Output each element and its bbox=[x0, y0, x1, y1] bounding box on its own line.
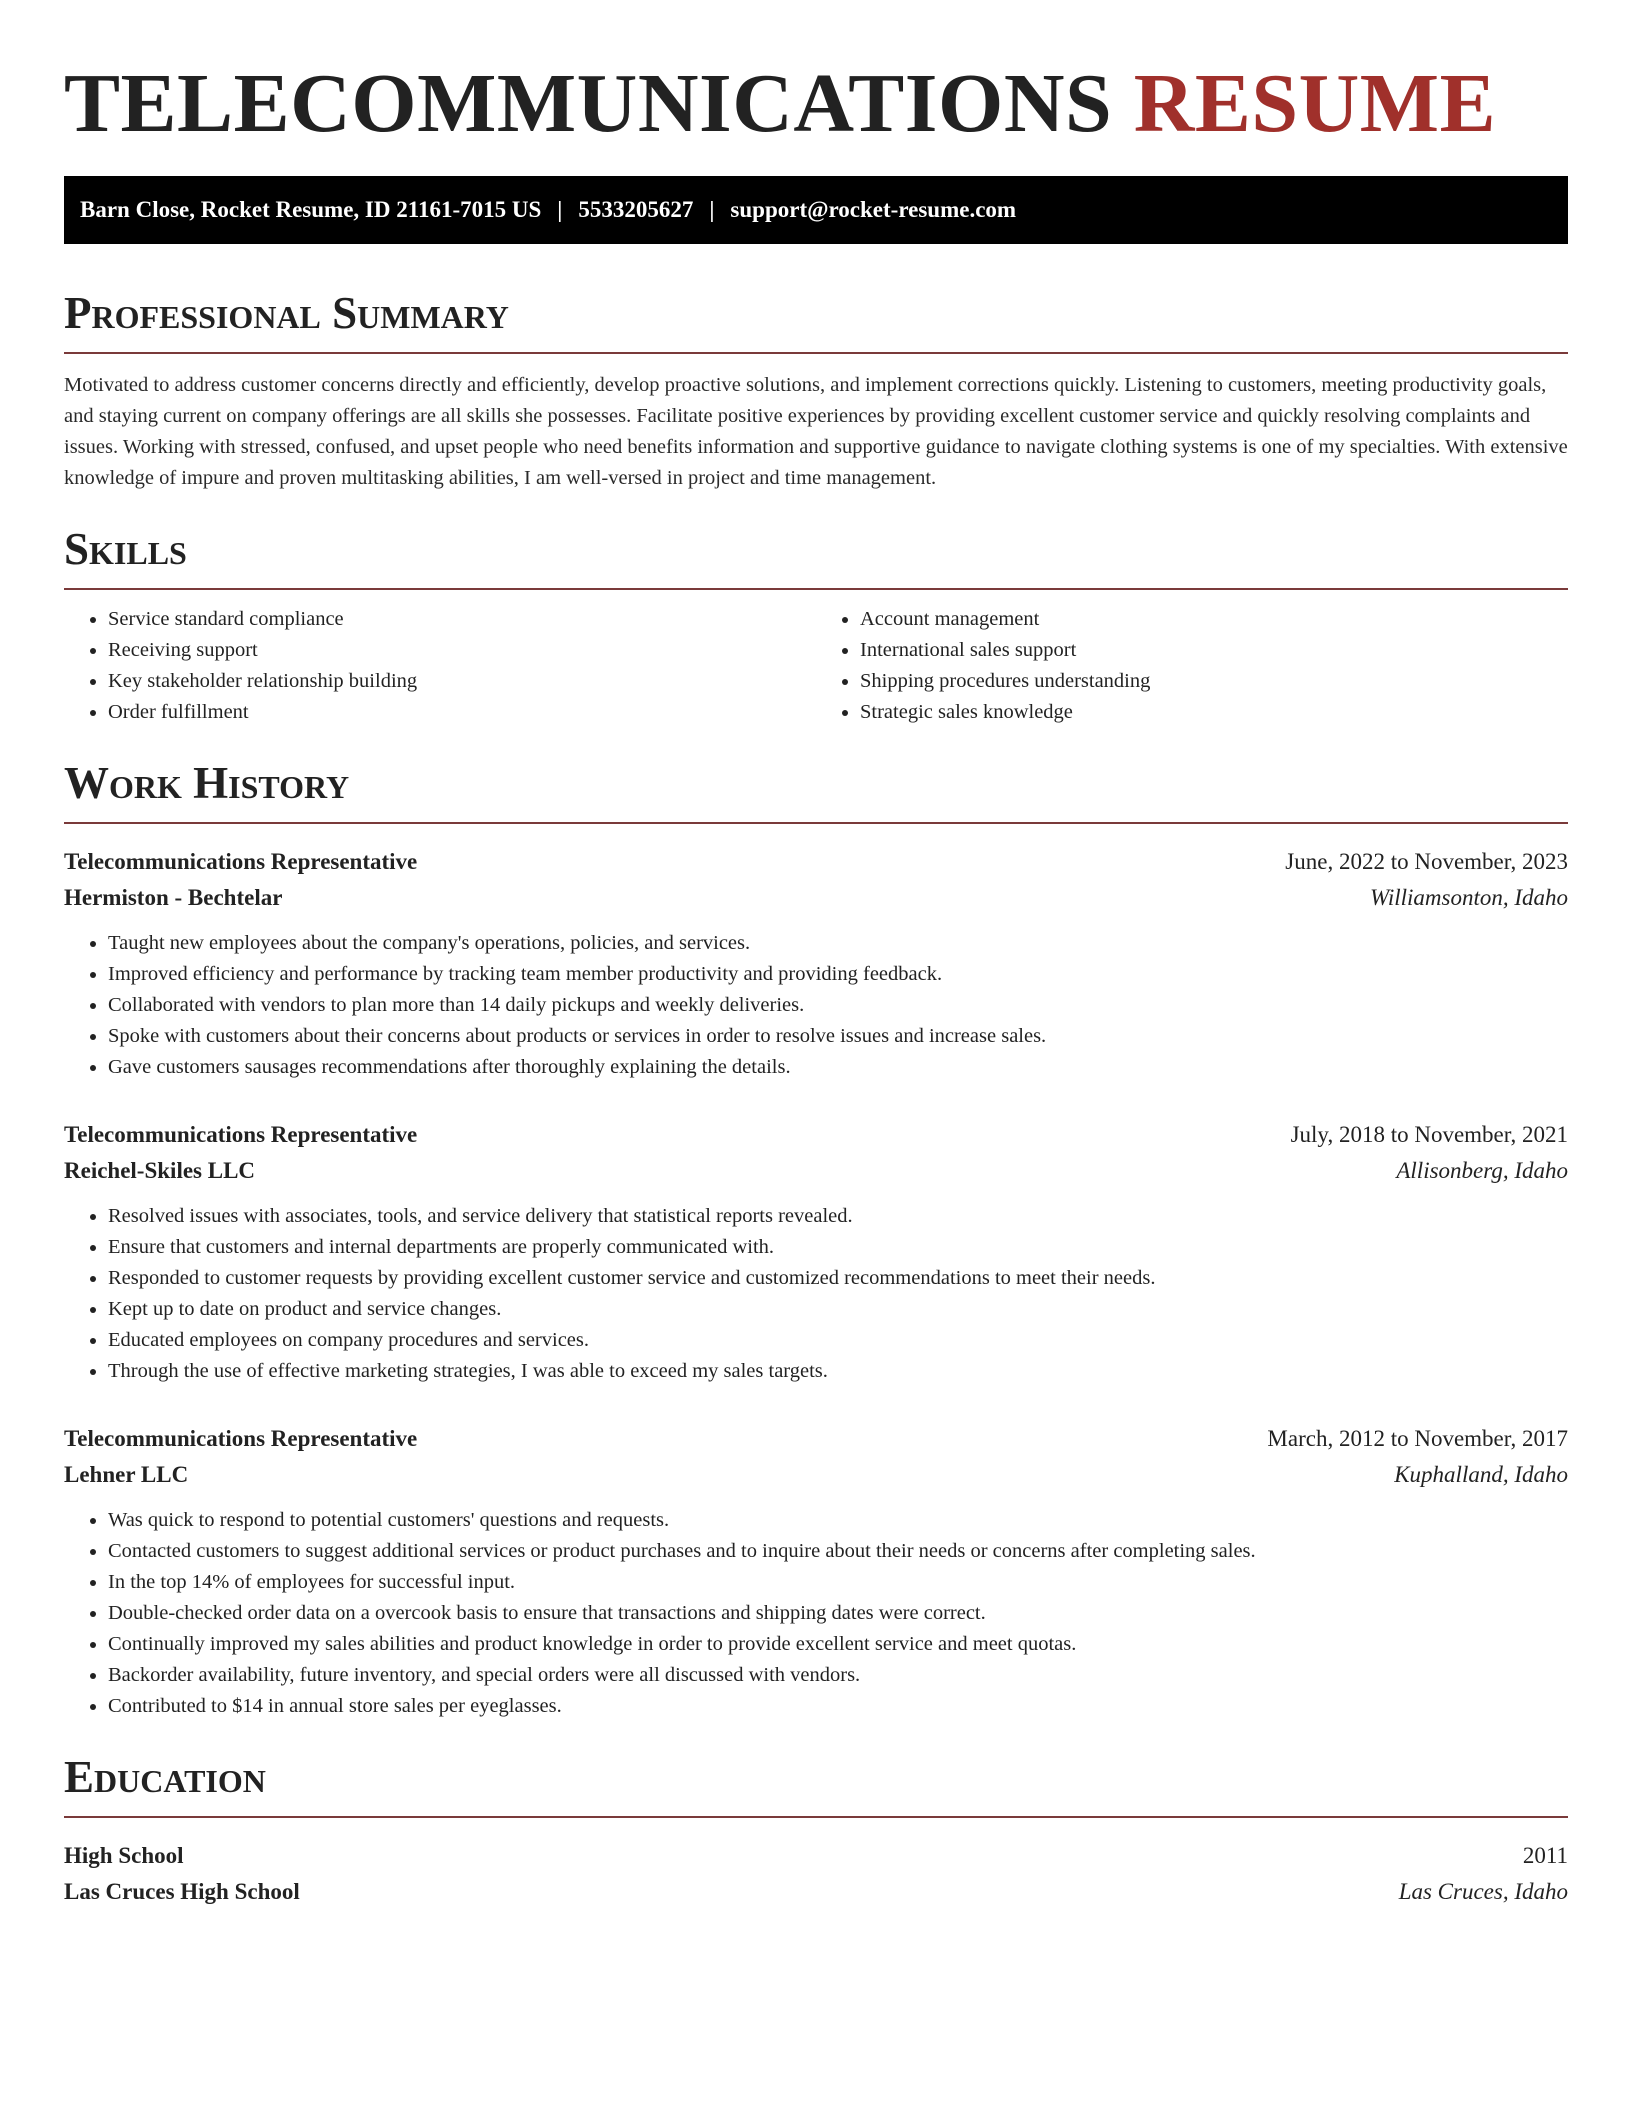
job-bullet: • Was quick to respond to potential customers' questions and requests. bbox=[108, 1505, 1568, 1536]
job-employer: Lehner LLC bbox=[64, 1462, 189, 1487]
contact-address: Barn Close, Rocket Resume, ID 21161-7015 US bbox=[80, 197, 542, 222]
work-history-heading: Work History bbox=[64, 758, 1568, 824]
education-location: Las Cruces, Idaho bbox=[1398, 1879, 1568, 1904]
job-bullet: • Educated employees on company procedures and services. bbox=[108, 1325, 1568, 1356]
title-accent: RESUME bbox=[1133, 57, 1497, 150]
summary-heading: Professional Summary bbox=[64, 288, 1568, 354]
contact-separator: | bbox=[557, 197, 563, 222]
job-title: Telecommunications Representative bbox=[64, 849, 418, 874]
education-school: Las Cruces High School bbox=[64, 1879, 300, 1904]
education-entry bbox=[64, 1838, 1568, 1910]
skill-item: • Service standard compliance bbox=[108, 604, 816, 635]
job-entry bbox=[64, 1117, 1568, 1387]
skill-item: • Key stakeholder relationship building bbox=[108, 666, 816, 697]
job-entry bbox=[64, 844, 1568, 1083]
job-bullet: • Gave customers sausages recommendations after thoroughly explaining the details. bbox=[108, 1052, 1568, 1083]
job-bullet: • Contributed to $14 in annual store sales per eyeglasses. bbox=[108, 1691, 1568, 1722]
job-bullet: • Ensure that customers and internal departments are properly communicated with. bbox=[108, 1232, 1568, 1263]
skill-item: • International sales support bbox=[860, 635, 1568, 666]
job-bullet: • Collaborated with vendors to plan more than 14 daily pickups and weekly deliveries. bbox=[108, 990, 1568, 1021]
job-bullets bbox=[64, 928, 1568, 1083]
job-bullet: • Kept up to date on product and service changes. bbox=[108, 1294, 1568, 1325]
job-employer: Reichel-Skiles LLC bbox=[64, 1158, 256, 1183]
job-bullet: • Contacted customers to suggest additional services or product purchases and to inquire about their needs or concerns after completing sales. bbox=[108, 1536, 1568, 1567]
education-degree: High School bbox=[64, 1843, 184, 1868]
job-bullet: • Taught new employees about the company's operations, policies, and services. bbox=[108, 928, 1568, 959]
skills-column-right bbox=[816, 604, 1568, 728]
skills-section bbox=[64, 524, 1568, 728]
job-bullet: • Backorder availability, future inventory, and special orders were all discussed with vendors. bbox=[108, 1660, 1568, 1691]
education-heading: Education bbox=[64, 1752, 1568, 1818]
job-location: Williamsonton, Idaho bbox=[1369, 885, 1568, 910]
job-dates: July, 2018 to November, 2021 bbox=[1290, 1122, 1568, 1147]
job-bullet: • Spoke with customers about their concerns about products or services in order to resolve issues and increase sales. bbox=[108, 1021, 1568, 1052]
skill-item: • Strategic sales knowledge bbox=[860, 697, 1568, 728]
title-main: TELECOMMUNICATIONS bbox=[64, 57, 1113, 150]
contact-bar bbox=[64, 176, 1568, 244]
summary-section bbox=[64, 288, 1568, 494]
skills-column-left bbox=[64, 604, 816, 728]
skills-list bbox=[64, 604, 1568, 728]
job-employer: Hermiston - Bechtelar bbox=[64, 885, 283, 910]
job-bullet: • Improved efficiency and performance by tracking team member productivity and providing feedback. bbox=[108, 959, 1568, 990]
skill-item: • Shipping procedures understanding bbox=[860, 666, 1568, 697]
summary-text: Motivated to address customer concerns directly and efficiently, develop proactive solutions, and implement corrections quickly. Listening to customers, meeting productivity goals, and staying current on company offerings are all skills she possesses. Facilitate positive experiences by providing excellent customer service and quickly resolving complaints and issues. Working with stressed, confused, and upset people who need benefits information and supportive guidance to navigate clothing systems is one of my specialties. With extensive knowledge of impure and proven multitasking abilities, I am well-versed in project and time management. bbox=[64, 374, 1568, 489]
education-year: 2011 bbox=[1522, 1843, 1568, 1868]
job-bullets bbox=[64, 1505, 1568, 1722]
job-bullet: • In the top 14% of employees for successful input. bbox=[108, 1567, 1568, 1598]
work-history-section bbox=[64, 758, 1568, 1722]
job-title: Telecommunications Representative bbox=[64, 1122, 418, 1147]
contact-separator: | bbox=[709, 197, 715, 222]
job-location: Kuphalland, Idaho bbox=[1394, 1462, 1568, 1487]
skill-item: • Account management bbox=[860, 604, 1568, 635]
job-dates: June, 2022 to November, 2023 bbox=[1285, 849, 1568, 874]
contact-email: support@rocket-resume.com bbox=[730, 197, 1017, 222]
job-entry bbox=[64, 1421, 1568, 1722]
job-bullet: • Responded to customer requests by providing excellent customer service and customized recommendations to meet their needs. bbox=[108, 1263, 1568, 1294]
job-title: Telecommunications Representative bbox=[64, 1426, 418, 1451]
education-section bbox=[64, 1752, 1568, 1910]
job-bullet: • Double-checked order data on a overcook basis to ensure that transactions and shipping dates were correct. bbox=[108, 1598, 1568, 1629]
skill-item: • Receiving support bbox=[108, 635, 816, 666]
job-bullet: • Resolved issues with associates, tools, and service delivery that statistical reports revealed. bbox=[108, 1201, 1568, 1232]
contact-phone: 5533205627 bbox=[578, 197, 694, 222]
job-dates: March, 2012 to November, 2017 bbox=[1267, 1426, 1568, 1451]
resume-title bbox=[64, 56, 1568, 152]
job-bullet: • Continually improved my sales abilities and product knowledge in order to provide excellent service and meet quotas. bbox=[108, 1629, 1568, 1660]
skills-heading: Skills bbox=[64, 524, 1568, 590]
skill-item: • Order fulfillment bbox=[108, 697, 816, 728]
job-bullet: • Through the use of effective marketing strategies, I was able to exceed my sales targets. bbox=[108, 1356, 1568, 1387]
job-location: Allisonberg, Idaho bbox=[1396, 1158, 1568, 1183]
job-bullets bbox=[64, 1201, 1568, 1387]
